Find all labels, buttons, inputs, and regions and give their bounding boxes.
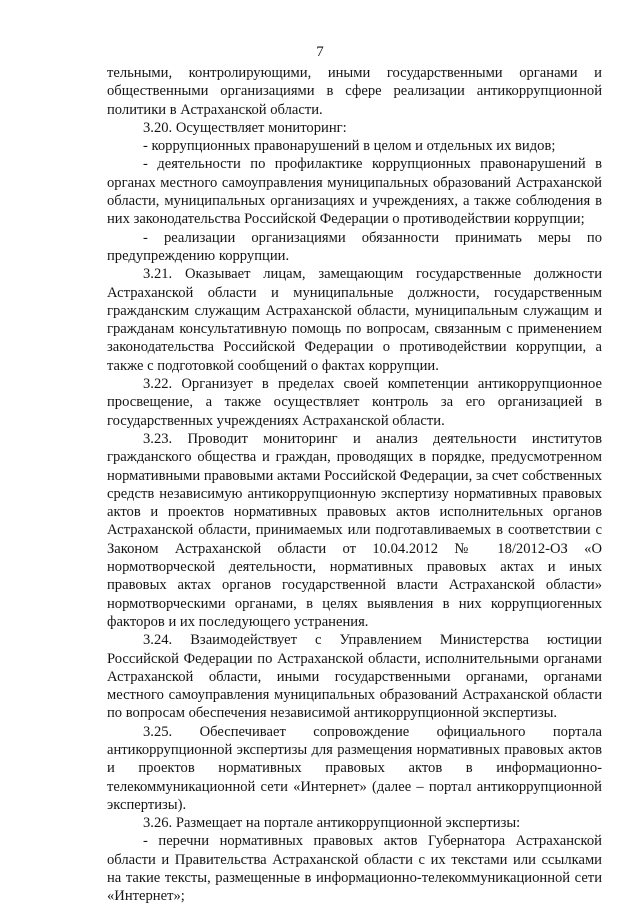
list-item-monitoring-2: - деятельности по профилактике коррупционных правонарушений в органах местного самоуправления муниципальных образований Астраханской области, муниципальных организациях и учреждениях, а также соблюдения в них законодательства Российской Федерации о противодействии коррупции; [107, 156, 602, 228]
document-body [107, 64, 602, 906]
paragraph-3-22: 3.22. Организует в пределах своей компетенции антикоррупционное просвещение, а также осуществляет контроль за его организацией в государственных учреждениях Астраханской области. [107, 376, 602, 429]
paragraph-3-26: 3.26. Размещает на портале антикоррупционной экспертизы: [143, 815, 521, 832]
list-item-monitoring-1: - коррупционных правонарушений в целом и отдельных их видов; [143, 138, 556, 155]
paragraph-3-20: 3.20. Осуществляет мониторинг: [143, 119, 347, 136]
paragraph-continuation: тельными, контролирующими, иными государственными органами и общественными организациями в сфере реализации антикоррупционной политики в Астраханской области. [107, 65, 602, 118]
list-item-portal-1: - перечни нормативных правовых актов Губернатора Астраханской области и Правительства Астраханской области с их текстами или ссылками на такие тексты, размещенные в информационно-телекоммуникационной сети «Интернет»; [107, 833, 602, 905]
paragraph-3-25: 3.25. Обеспечивает сопровождение официального портала антикоррупционной экспертизы для размещения нормативных правовых актов и проектов нормативных правовых актов в информационно-телекоммуникационной сети «Интернет» (далее – портал антикоррупционной экспертизы). [107, 723, 602, 813]
list-item-monitoring-3: - реализации организациями обязанности принимать меры по предупреждению коррупции. [107, 229, 602, 264]
paragraph-3-23: 3.23. Проводит мониторинг и анализ деятельности институтов гражданского общества и граждан, проводящих в порядке, предусмотренном нормативными правовыми актами Российской Федерации, за счет собственных средств независимую антикоррупционную экспертизу нормативных правовых актов и проектов нормативных правовых актов исполнительных органов Астраханской области, принимаемых или подготавливаемых в соответствии с Законом Астраханской области от 10.04.2012 № 18/2012-ОЗ «О нормотворческой деятельности, нормативных правовых актах и иных правовых актах органов государственной власти Астраханской области» нормотворческими органами, в целях выявления в них коррупциогенных факторов и их последующего устранения. [107, 430, 602, 630]
paragraph-3-21: 3.21. Оказывает лицам, замещающим государственные должности Астраханской области и муниципальные должности, государственным гражданским служащим Астраханской области, муниципальным служащим и гражданам консультативную помощь по вопросам, связанным с применением законодательства Российской Федерации о противодействии коррупции, а также с подготовкой сообщений о фактах коррупции. [107, 266, 602, 374]
page-number: 7 [316, 44, 324, 60]
paragraph-3-24: 3.24. Взаимодействует с Управлением Министерства юстиции Российской Федерации по Астраханской области, исполнительными органами Астраханской области, иными государственными органами, органами местного самоуправления муниципальных образований Астраханской области по вопросам обеспечения независимой антикоррупционной экспертизы. [107, 632, 602, 722]
